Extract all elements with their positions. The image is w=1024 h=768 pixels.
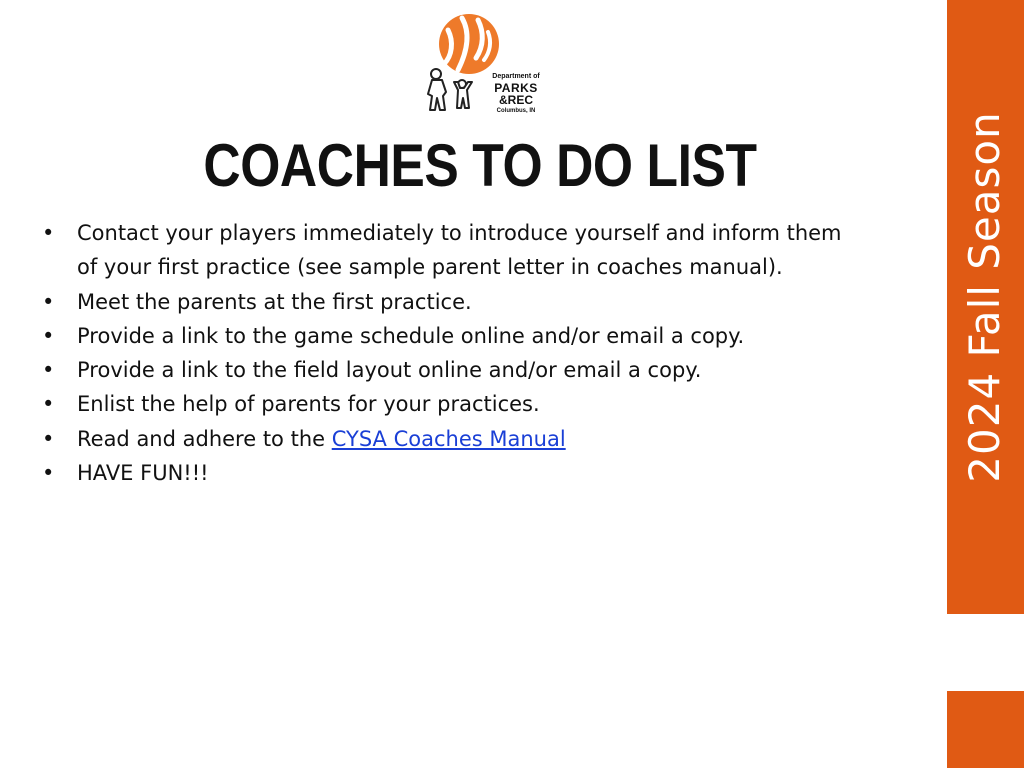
parks-rec-logo: [418, 12, 550, 124]
list-item-text: Contact your players immediately to introduce yourself and inform them: [77, 221, 842, 245]
todo-list: [42, 216, 932, 490]
list-item-text: Provide a link to the field layout online and/or email a copy.: [77, 358, 702, 383]
list-item-text: HAVE FUN!!!: [77, 461, 209, 486]
list-item-text: Meet the parents at the first practice.: [77, 289, 472, 314]
logo-rec-line: [482, 94, 550, 106]
page-title: COACHES TO DO LIST: [203, 132, 757, 199]
sidebar-gap: [947, 614, 1024, 691]
list-item-text-continued: of your first practice (see sample parent letter in coaches manual).: [77, 255, 783, 280]
bullet-icon: •: [42, 323, 55, 348]
coaches-manual-link[interactable]: CYSA Coaches Manual: [331, 426, 566, 451]
bullet-icon: •: [42, 289, 55, 314]
logo-dept-line: Department of: [492, 73, 540, 80]
bullet-icon: •: [42, 426, 55, 451]
list-item-text: Read and adhere to the: [77, 426, 332, 451]
list-item: [42, 422, 932, 456]
list-item: [42, 285, 932, 319]
list-item-text: Provide a link to the game schedule online and/or email a copy.: [77, 323, 745, 348]
bullet-icon: •: [42, 461, 55, 486]
logo-ampersand-icon: &: [498, 93, 508, 107]
list-item: [42, 216, 932, 285]
sidebar-orange-block: [947, 691, 1024, 768]
list-item: [42, 456, 932, 490]
season-label: 2024 Fall Season: [960, 111, 1009, 483]
logo-rec-text: REC: [507, 93, 533, 107]
bullet-icon: •: [42, 221, 55, 245]
bullet-icon: •: [42, 358, 55, 383]
logo-city-line: Columbus, IN: [496, 108, 536, 114]
logo-parks-line: PARKS: [494, 81, 538, 95]
list-item-text: Enlist the help of parents for your practices.: [77, 392, 540, 417]
list-item: [42, 353, 932, 387]
bullet-icon: •: [42, 392, 55, 417]
list-item: [42, 319, 932, 353]
list-item: [42, 387, 932, 421]
logo-text: [482, 73, 550, 114]
